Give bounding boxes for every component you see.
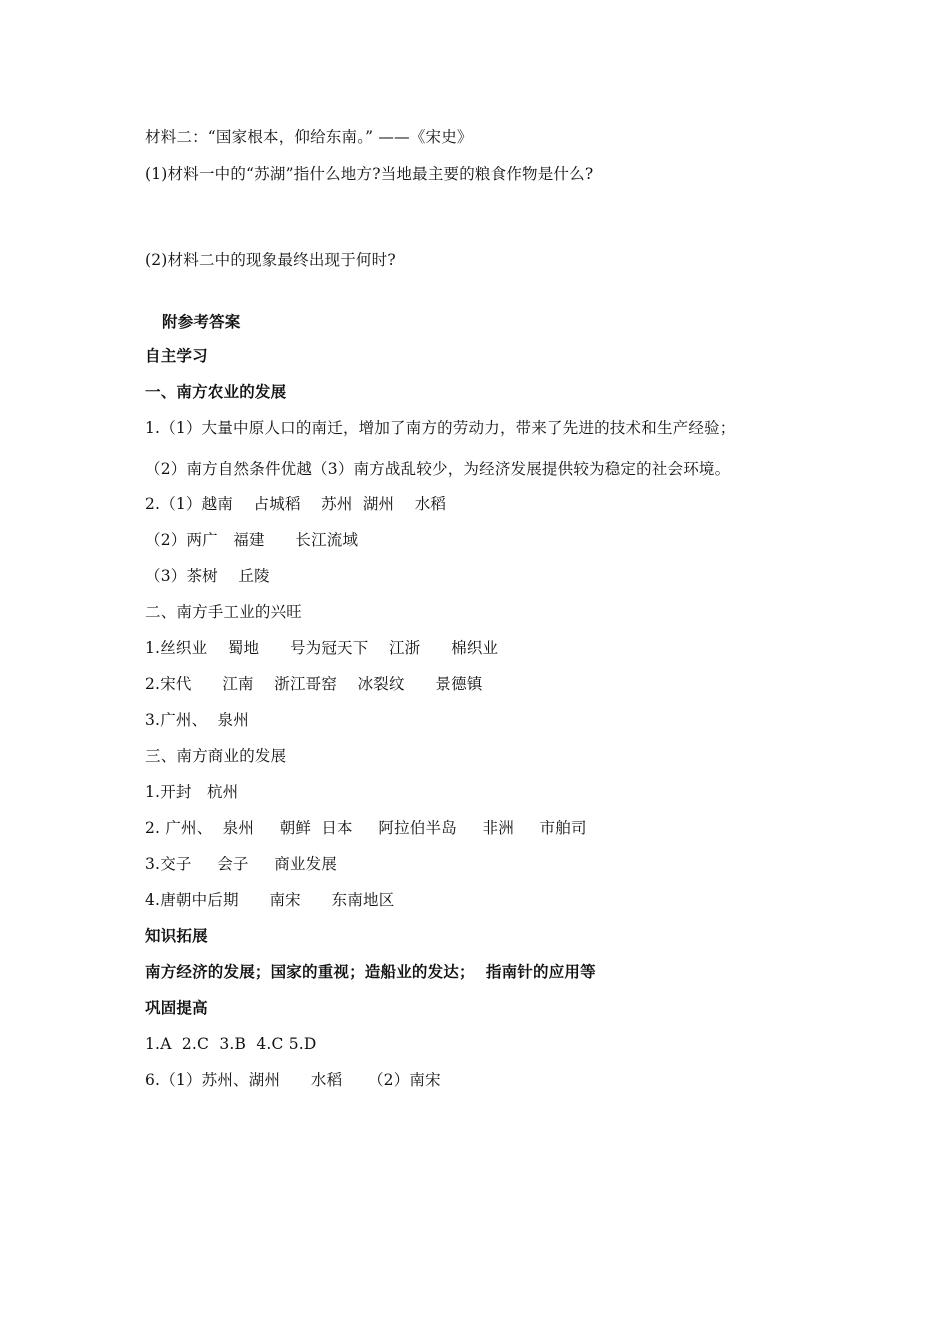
part2-line-3: 3.广州、 泉州 [145, 711, 249, 729]
part1-heading: 一、南方农业的发展 [145, 383, 287, 401]
knowledge-heading: 知识拓展 [145, 927, 208, 945]
consolidate-heading: 巩固提高 [145, 999, 208, 1017]
self-study-heading: 自主学习 [145, 347, 208, 365]
consolidate-line-1: 1.A 2.C 3.B 4.C 5.D [145, 1035, 317, 1053]
part2-line-2: 2.宋代 江南 浙江哥窑 冰裂纹 景德镇 [145, 675, 483, 693]
knowledge-text: 南方经济的发展；国家的重视；造船业的发达； 指南针的应用等 [145, 963, 596, 981]
part1-line-5: （3）茶树 丘陵 [145, 567, 270, 585]
part1-line-4: （2）两广 福建 长江流域 [145, 531, 359, 549]
part3-line-4: 4.唐朝中后期 南宋 东南地区 [145, 891, 395, 909]
part1-line-2: （2）南方自然条件优越（3）南方战乱较少，为经济发展提供较为稳定的社会环境。 [145, 460, 731, 478]
material-2: 材料二：“国家根本，仰给东南。” ——《宋史》 [145, 128, 473, 146]
part3-line-1: 1.开封 杭州 [145, 783, 239, 801]
part2-heading: 二、南方手工业的兴旺 [145, 603, 303, 621]
part2-line-1: 1.丝织业 蜀地 号为冠天下 江浙 棉织业 [145, 639, 499, 657]
answer-title: 附参考答案 [162, 313, 241, 331]
consolidate-line-2: 6.（1）苏州、湖州 水稻 （2）南宋 [145, 1071, 441, 1089]
question-2: (2)材料二中的现象最终出现于何时? [145, 251, 396, 269]
part3-line-3: 3.交子 会子 商业发展 [145, 855, 338, 873]
part1-line-3: 2.（1）越南 占城稻 苏州 湖州 水稻 [145, 495, 447, 513]
part3-line-2: 2. 广州、 泉州 朝鲜 日本 阿拉伯半岛 非洲 市舶司 [145, 819, 587, 837]
part1-line-1: 1.（1）大量中原人口的南迁，增加了南方的劳动力，带来了先进的技术和生产经验； [145, 419, 736, 437]
part3-heading: 三、南方商业的发展 [145, 747, 287, 765]
question-1: (1)材料一中的“苏湖”指什么地方?当地最主要的粮食作物是什么? [145, 165, 594, 183]
